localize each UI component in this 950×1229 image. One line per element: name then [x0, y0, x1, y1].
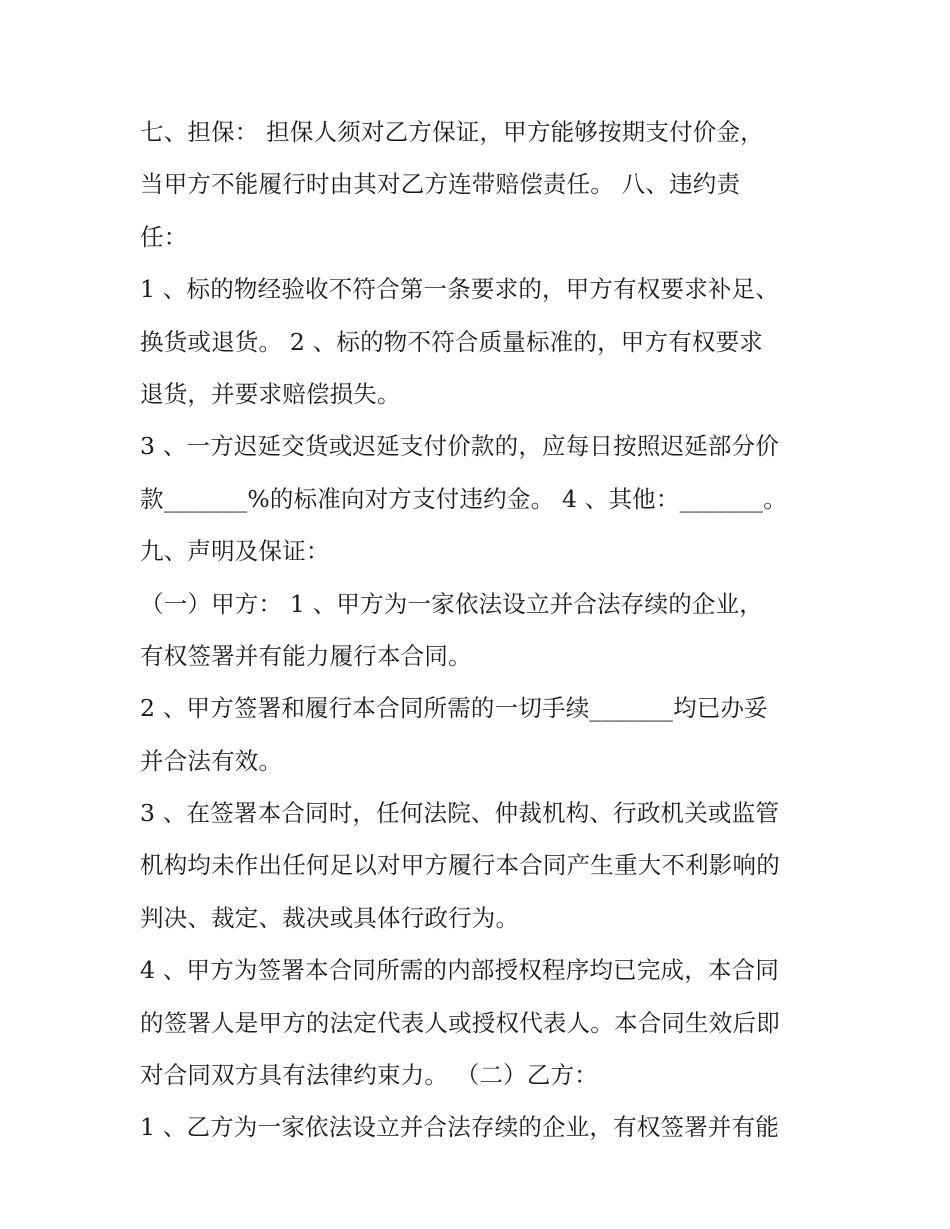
- text-line: （一）甲方： 1 、甲方为一家依法设立并合法存续的企业，: [140, 589, 763, 618]
- document-body: [140, 106, 820, 1154]
- text-line: 3 、在签署本合同时，任何法院、仲裁机构、行政机关或监管: [140, 799, 780, 828]
- text-line: 七、担保： 担保人须对乙方保证，甲方能够按期支付价金，: [140, 118, 764, 146]
- text-line: 机构均未作出任何足以对甲方履行本合同产生重大不利影响的: [140, 851, 780, 880]
- text-line: 款_______%的标准向对方支付违约金。 4 、其他：_______。: [140, 484, 787, 513]
- text-line: 任：: [140, 222, 188, 251]
- text-line: 换货或退货。 2 、标的物不符合质量标准的，甲方有权要求: [140, 327, 763, 356]
- text-line: 4 、甲方为签署本合同所需的内部授权程序均已完成，本合同: [140, 956, 780, 985]
- text-line: 判决、裁定、裁决或具体行政行为。: [140, 903, 520, 932]
- text-line: 有权签署并有能力履行本合同。: [140, 641, 472, 670]
- text-line: 的签署人是甲方的法定代表人或授权代表人。本合同生效后即: [140, 1008, 780, 1037]
- text-line: 1 、标的物经验收不符合第一条要求的，甲方有权要求补足、: [140, 275, 780, 304]
- text-line: 当甲方不能履行时由其对乙方连带赔偿责任。 八、违约责: [140, 170, 741, 199]
- text-line: 2 、甲方签署和履行本合同所需的一切手续_______均已办妥: [140, 694, 768, 723]
- text-line: 九、声明及保证：: [140, 537, 330, 566]
- text-line: 退货，并要求赔偿损失。: [140, 379, 401, 408]
- text-line: 并合法有效。: [140, 746, 283, 775]
- text-line: 1 、乙方为一家依法设立并合法存续的企业，有权签署并有能: [140, 1113, 780, 1142]
- text-line: 3 、一方迟延交货或迟延支付价款的，应每日按照迟延部分价: [140, 432, 780, 461]
- text-line: 对合同双方具有法律约束力。 （二）乙方：: [140, 1061, 598, 1090]
